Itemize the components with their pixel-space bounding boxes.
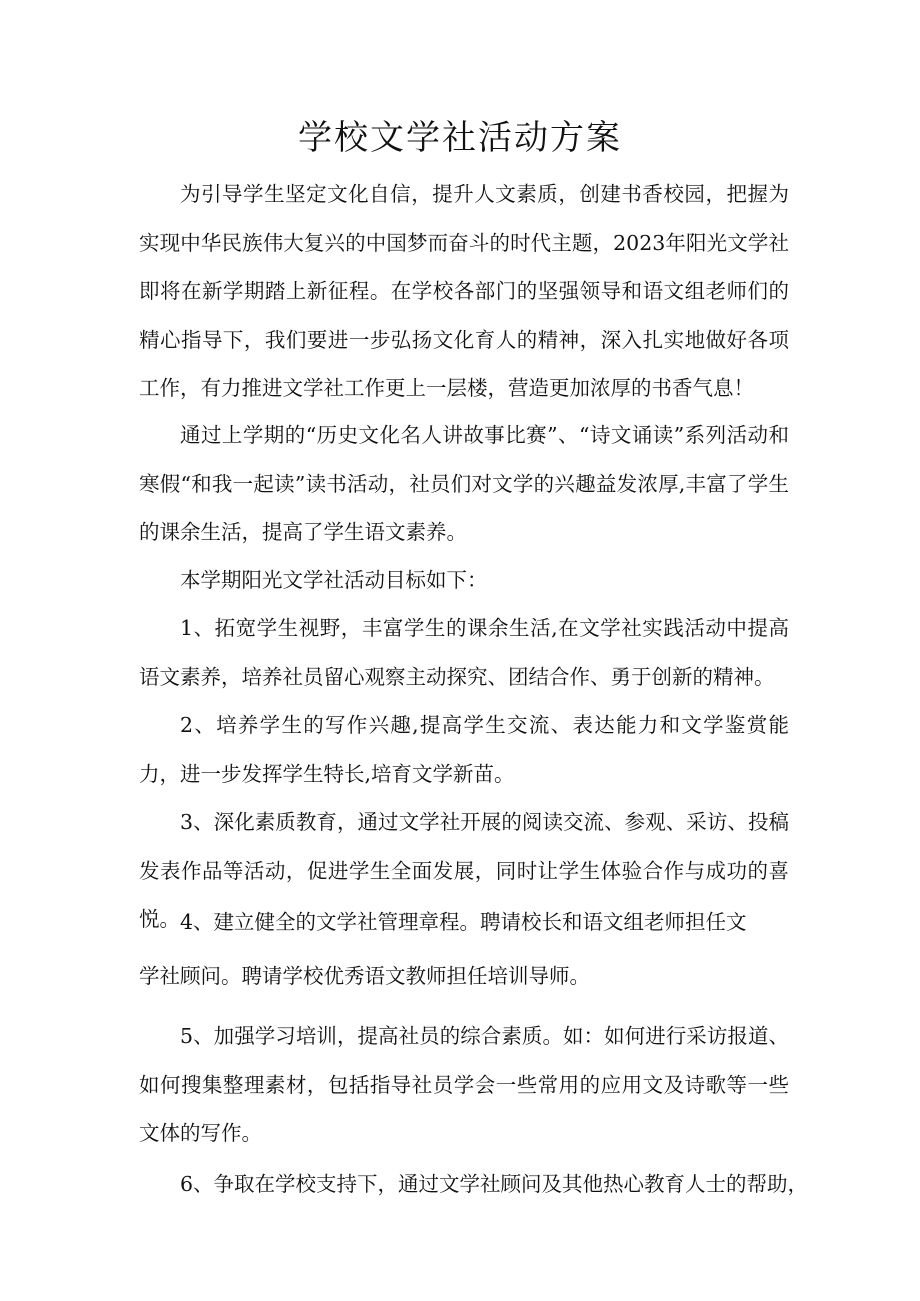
document-title: 学校文学社活动方案	[298, 118, 622, 158]
goal-item-2: 2、培养学生的写作兴趣,提高学生交流、表达能力和文学鉴赏能力，进一步发挥学生特长,培育文学新苗。	[139, 713, 789, 786]
goal-item-5: 5、加强学习培训，提高社员的综合素质。如：如何进行采访报道、如何搜集整理素材，包括指导社员学会一些常用的应用文及诗歌等一些文体的写作。	[139, 1024, 789, 1145]
goal-item-4-line-2: 学社顾问。聘请学校优秀语文教师担任培训导师。	[139, 964, 590, 988]
goal-item-1: 1、拓宽学生视野，丰富学生的课余生活,在文学社实践活动中提高语文素养，培养社员留心观察主动探究、团结合作、勇于创新的精神。	[139, 616, 789, 689]
intro-paragraph: 为引导学生坚定文化自信，提升人文素质，创建书香校园，把握为实现中华民族伟大复兴的中国梦而奋斗的时代主题，2023年阳光文学社即将在新学期踏上新征程。在学校各部门的坚强领导和语文组老师们的精心指导下，我们要进一步弘扬文化育人的精神，深入扎实地做好各项工作，有力推进文学社工作更上一层楼，营造更加浓厚的书香气息！	[139, 182, 789, 400]
goal-item-3: 3、深化素质教育，通过文学社开展的阅读交流、参观、采访、投稿发表作品等活动，促进学生全面发展，同时让学生体验合作与成功的喜悦。	[139, 810, 789, 931]
review-paragraph: 通过上学期的“历史文化名人讲故事比赛”、“诗文诵读”系列活动和寒假“和我一起读”读书活动，社员们对文学的兴趣益发浓厚,丰富了学生的课余生活，提高了学生语文素养。	[139, 423, 789, 544]
goal-item-4-line-1: 4、建立健全的文学社管理章程。聘请校长和语文组老师担任文	[180, 910, 747, 934]
goal-item-6-line-1: 6、争取在学校支持下，通过文学社顾问及其他热心教育人士的帮助，	[180, 1172, 809, 1196]
goals-heading-paragraph: 本学期阳光文学社活动目标如下：	[180, 568, 488, 592]
